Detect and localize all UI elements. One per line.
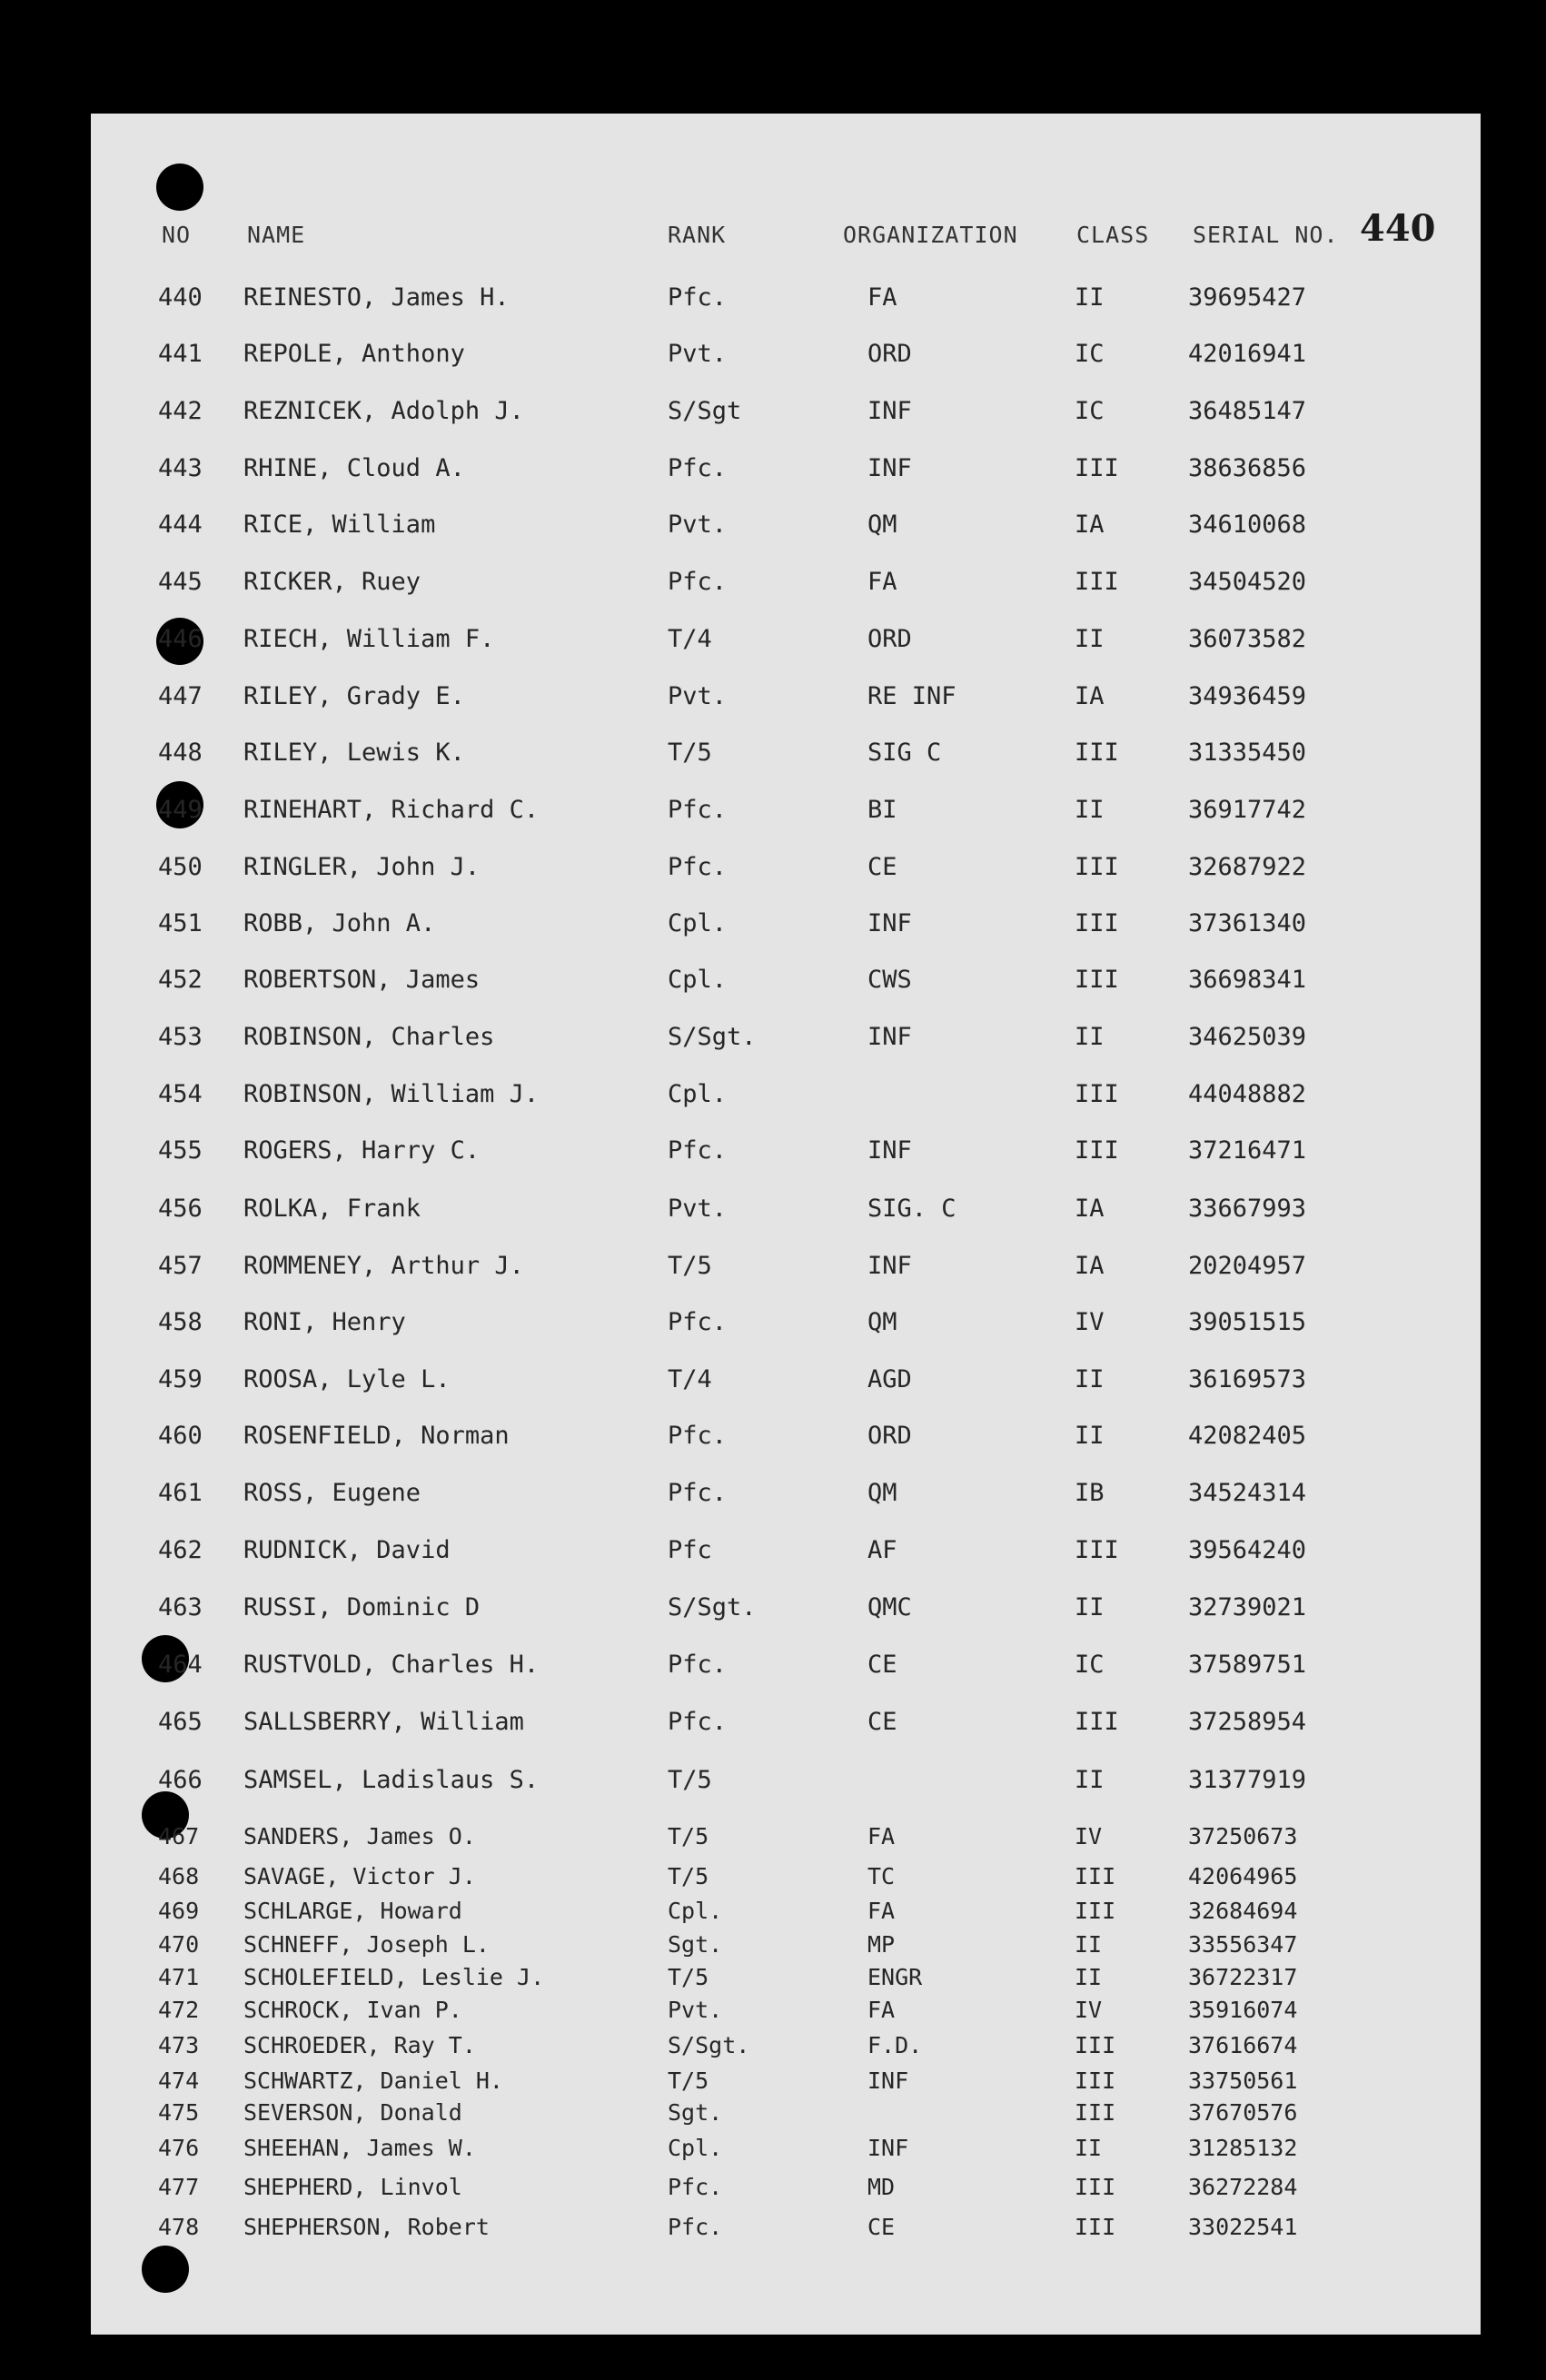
row-organization: RE INF — [867, 682, 956, 710]
row-class: III — [1075, 454, 1119, 482]
row-number: 455 — [158, 1136, 203, 1165]
row-organization: TC — [867, 1863, 896, 1889]
row-class: II — [1075, 1023, 1105, 1051]
row-name: SHEEHAN, James W. — [243, 2135, 476, 2161]
row-class: II — [1075, 1766, 1105, 1794]
row-name: SHEPHERD, Linvol — [243, 2174, 462, 2200]
row-serial-number: 37589751 — [1188, 1651, 1307, 1679]
row-serial-number: 34936459 — [1188, 682, 1307, 710]
row-number: 459 — [158, 1365, 203, 1393]
row-class: III — [1075, 568, 1119, 596]
row-name: ROSENFIELD, Norman — [243, 1422, 510, 1450]
table-row — [0, 2032, 1546, 2068]
row-class: II — [1075, 625, 1105, 653]
row-class: III — [1075, 853, 1119, 881]
row-serial-number: 34625039 — [1188, 1023, 1307, 1051]
row-class: IA — [1075, 682, 1105, 710]
row-serial-number: 38636856 — [1188, 454, 1307, 482]
table-row — [0, 853, 1546, 889]
row-number: 477 — [158, 2174, 200, 2200]
row-organization: F.D. — [867, 2032, 923, 2058]
table-row — [0, 1898, 1546, 1934]
row-organization: QM — [867, 511, 897, 539]
row-rank: Pfc. — [668, 1136, 728, 1165]
row-organization: INF — [867, 454, 912, 482]
row-name: RHINE, Cloud A. — [243, 454, 465, 482]
row-organization: FA — [867, 1898, 896, 1924]
row-name: ROLKA, Frank — [243, 1195, 421, 1223]
row-class: IA — [1075, 511, 1105, 539]
punch-hole — [142, 2246, 189, 2293]
table-row — [0, 1080, 1546, 1116]
row-serial-number: 36169573 — [1188, 1365, 1307, 1393]
row-class: II — [1075, 796, 1105, 824]
table-row — [0, 1863, 1546, 1899]
row-serial-number: 33556347 — [1188, 1931, 1298, 1958]
row-rank: Pvt. — [668, 340, 728, 368]
row-name: RUSTVOLD, Charles H. — [243, 1651, 540, 1679]
row-rank: T/5 — [668, 1252, 712, 1280]
row-rank: T/5 — [668, 1964, 709, 1990]
table-row — [0, 2135, 1546, 2171]
punch-hole — [156, 164, 203, 211]
row-serial-number: 37250673 — [1188, 1823, 1298, 1849]
row-number: 442 — [158, 397, 203, 425]
row-rank: Pfc. — [668, 1422, 728, 1450]
row-name: RONI, Henry — [243, 1308, 406, 1336]
table-row — [0, 1997, 1546, 2033]
row-rank: Pvt. — [668, 682, 728, 710]
row-class: IB — [1075, 1479, 1105, 1507]
row-name: SCHOLEFIELD, Leslie J. — [243, 1964, 545, 1990]
row-organization: AF — [867, 1536, 897, 1564]
row-name: REPOLE, Anthony — [243, 340, 465, 368]
row-name: ROBINSON, William J. — [243, 1080, 540, 1108]
row-serial-number: 34610068 — [1188, 511, 1307, 539]
row-rank: Cpl. — [668, 909, 728, 937]
row-name: RICKER, Ruey — [243, 568, 421, 596]
table-row — [0, 1195, 1546, 1231]
row-rank: Pfc. — [668, 2214, 723, 2240]
row-number: 453 — [158, 1023, 203, 1051]
row-organization: AGD — [867, 1365, 912, 1393]
table-row — [0, 1823, 1546, 1859]
row-number: 441 — [158, 340, 203, 368]
table-row — [0, 682, 1546, 719]
row-number: 456 — [158, 1195, 203, 1223]
row-class: II — [1075, 1964, 1103, 1990]
row-name: ROBB, John A. — [243, 909, 436, 937]
row-class: IA — [1075, 1252, 1105, 1280]
row-number: 443 — [158, 454, 203, 482]
row-rank: S/Sgt. — [668, 1593, 757, 1621]
row-serial-number: 31377919 — [1188, 1766, 1307, 1794]
header-organization: ORGANIZATION — [843, 222, 1018, 248]
row-number: 445 — [158, 568, 203, 596]
row-name: RUSSI, Dominic D — [243, 1593, 481, 1621]
row-rank: Pfc. — [668, 454, 728, 482]
row-rank: Sgt. — [668, 2099, 723, 2126]
row-class: IV — [1075, 1308, 1105, 1336]
row-class: IV — [1075, 1997, 1103, 2023]
row-rank: Pfc. — [668, 283, 728, 312]
row-rank: T/5 — [668, 1863, 709, 1889]
row-name: ROMMENEY, Arthur J. — [243, 1252, 524, 1280]
table-row — [0, 511, 1546, 547]
row-name: SCHWARTZ, Daniel H. — [243, 2068, 503, 2094]
row-serial-number: 39695427 — [1188, 283, 1307, 312]
row-serial-number: 39051515 — [1188, 1308, 1307, 1336]
row-serial-number: 42064965 — [1188, 1863, 1298, 1889]
row-organization: ORD — [867, 1422, 912, 1450]
row-organization: ORD — [867, 340, 912, 368]
row-name: SCHROCK, Ivan P. — [243, 1997, 462, 2023]
row-organization: QM — [867, 1308, 897, 1336]
table-row — [0, 1365, 1546, 1402]
row-name: SALLSBERRY, William — [243, 1708, 524, 1736]
row-rank: Pvt. — [668, 511, 728, 539]
row-serial-number: 32684694 — [1188, 1898, 1298, 1924]
row-name: SCHNEFF, Joseph L. — [243, 1931, 490, 1958]
row-rank: S/Sgt. — [668, 1023, 757, 1051]
row-serial-number: 42082405 — [1188, 1422, 1307, 1450]
row-name: SHEPHERSON, Robert — [243, 2214, 490, 2240]
row-serial-number: 37616674 — [1188, 2032, 1298, 2058]
row-name: RINEHART, Richard C. — [243, 796, 540, 824]
row-class: II — [1075, 1593, 1105, 1621]
row-rank: Pfc. — [668, 2174, 723, 2200]
row-rank: S/Sgt — [668, 397, 742, 425]
row-number: 447 — [158, 682, 203, 710]
table-row — [0, 2174, 1546, 2210]
row-rank: S/Sgt. — [668, 2032, 750, 2058]
row-class: IC — [1075, 1651, 1105, 1679]
row-number: 444 — [158, 511, 203, 539]
row-number: 471 — [158, 1964, 200, 1990]
row-name: SEVERSON, Donald — [243, 2099, 462, 2126]
table-row — [0, 2099, 1546, 2136]
row-rank: Pfc. — [668, 1479, 728, 1507]
row-class: II — [1075, 283, 1105, 312]
row-serial-number: 34504520 — [1188, 568, 1307, 596]
row-number: 466 — [158, 1766, 203, 1794]
table-row — [0, 1964, 1546, 2000]
row-organization: CE — [867, 853, 897, 881]
row-class: III — [1075, 2099, 1116, 2126]
row-class: II — [1075, 2135, 1103, 2161]
row-class: III — [1075, 1080, 1119, 1108]
row-class: III — [1075, 909, 1119, 937]
row-rank: Cpl. — [668, 966, 728, 994]
row-class: III — [1075, 1863, 1116, 1889]
row-rank: T/5 — [668, 2068, 709, 2094]
row-number: 468 — [158, 1863, 200, 1889]
row-class: III — [1075, 1708, 1119, 1736]
row-serial-number: 36485147 — [1188, 397, 1307, 425]
row-rank: Pfc. — [668, 796, 728, 824]
row-rank: Pfc. — [668, 568, 728, 596]
row-number: 457 — [158, 1252, 203, 1280]
row-class: III — [1075, 2068, 1116, 2094]
row-organization: INF — [867, 2068, 909, 2094]
table-row — [0, 283, 1546, 320]
row-organization: CE — [867, 1708, 897, 1736]
row-serial-number: 37361340 — [1188, 909, 1307, 937]
row-class: IA — [1075, 1195, 1105, 1223]
row-name: REZNICEK, Adolph J. — [243, 397, 524, 425]
table-row — [0, 966, 1546, 1002]
row-name: ROOSA, Lyle L. — [243, 1365, 451, 1393]
header-serial: SERIAL NO. — [1193, 222, 1339, 248]
row-number: 467 — [158, 1823, 200, 1849]
row-organization: FA — [867, 1997, 896, 2023]
row-name: RILEY, Grady E. — [243, 682, 465, 710]
row-name: RINGLER, John J. — [243, 853, 481, 881]
row-rank: T/5 — [668, 1823, 709, 1849]
row-organization: INF — [867, 2135, 909, 2161]
row-class: II — [1075, 1422, 1105, 1450]
row-rank: Cpl. — [668, 1898, 723, 1924]
row-class: IC — [1075, 397, 1105, 425]
row-organization: QMC — [867, 1593, 912, 1621]
row-class: II — [1075, 1365, 1105, 1393]
table-row — [0, 1136, 1546, 1173]
row-serial-number: 31335450 — [1188, 739, 1307, 767]
table-row — [0, 1252, 1546, 1288]
row-rank: Pfc — [668, 1536, 712, 1564]
row-serial-number: 33667993 — [1188, 1195, 1307, 1223]
row-name: ROBERTSON, James — [243, 966, 481, 994]
table-row — [0, 1308, 1546, 1344]
table-row — [0, 1479, 1546, 1515]
row-class: IV — [1075, 1823, 1103, 1849]
row-number: 475 — [158, 2099, 200, 2126]
row-rank: Pfc. — [668, 853, 728, 881]
row-serial-number: 33022541 — [1188, 2214, 1298, 2240]
row-number: 474 — [158, 2068, 200, 2094]
row-serial-number: 32739021 — [1188, 1593, 1307, 1621]
row-class: III — [1075, 1898, 1116, 1924]
row-organization: INF — [867, 397, 912, 425]
row-organization: MD — [867, 2174, 896, 2200]
row-serial-number: 33750561 — [1188, 2068, 1298, 2094]
row-name: SAVAGE, Victor J. — [243, 1863, 476, 1889]
row-rank: Cpl. — [668, 1080, 728, 1108]
row-number: 461 — [158, 1479, 203, 1507]
row-number: 446 — [158, 625, 203, 653]
row-name: ROBINSON, Charles — [243, 1023, 495, 1051]
row-class: III — [1075, 739, 1119, 767]
row-serial-number: 36698341 — [1188, 966, 1307, 994]
table-row — [0, 2068, 1546, 2104]
table-row — [0, 909, 1546, 946]
row-organization: BI — [867, 796, 897, 824]
row-rank: Pvt. — [668, 1997, 723, 2023]
row-number: 451 — [158, 909, 203, 937]
row-name: SANDERS, James O. — [243, 1823, 476, 1849]
row-class: IC — [1075, 340, 1105, 368]
row-number: 448 — [158, 739, 203, 767]
row-class: III — [1075, 1536, 1119, 1564]
row-rank: T/4 — [668, 625, 712, 653]
row-number: 462 — [158, 1536, 203, 1564]
row-number: 465 — [158, 1708, 203, 1736]
row-number: 449 — [158, 796, 203, 824]
row-organization: CE — [867, 1651, 897, 1679]
row-organization: FA — [867, 1823, 896, 1849]
row-organization: SIG C — [867, 739, 942, 767]
row-name: RIECH, William F. — [243, 625, 495, 653]
row-number: 452 — [158, 966, 203, 994]
table-row — [0, 1023, 1546, 1059]
table-row — [0, 2214, 1546, 2250]
row-class: II — [1075, 1931, 1103, 1958]
row-serial-number: 36917742 — [1188, 796, 1307, 824]
row-serial-number: 44048882 — [1188, 1080, 1307, 1108]
header-no: NO — [162, 222, 192, 248]
row-name: RICE, William — [243, 511, 436, 539]
row-number: 473 — [158, 2032, 200, 2058]
row-name: SCHLARGE, Howard — [243, 1898, 462, 1924]
row-name: REINESTO, James H. — [243, 283, 510, 312]
row-organization: INF — [867, 1136, 912, 1165]
table-row — [0, 796, 1546, 832]
row-organization: FA — [867, 568, 897, 596]
row-organization: CE — [867, 2214, 896, 2240]
row-organization: SIG. C — [867, 1195, 956, 1223]
row-organization: FA — [867, 283, 897, 312]
row-name: SAMSEL, Ladislaus S. — [243, 1766, 540, 1794]
row-number: 440 — [158, 283, 203, 312]
header-class: CLASS — [1076, 222, 1150, 248]
table-row — [0, 454, 1546, 491]
row-number: 472 — [158, 1997, 200, 2023]
row-organization: CWS — [867, 966, 912, 994]
row-serial-number: 39564240 — [1188, 1536, 1307, 1564]
row-serial-number: 36272284 — [1188, 2174, 1298, 2200]
table-row — [0, 1593, 1546, 1630]
table-row — [0, 1931, 1546, 1968]
row-number: 478 — [158, 2214, 200, 2240]
row-number: 458 — [158, 1308, 203, 1336]
row-class: III — [1075, 2032, 1116, 2058]
row-organization: INF — [867, 909, 912, 937]
row-serial-number: 31285132 — [1188, 2135, 1298, 2161]
row-serial-number: 20204957 — [1188, 1252, 1307, 1280]
row-serial-number: 36073582 — [1188, 625, 1307, 653]
page-number: 440 — [1360, 207, 1436, 250]
table-row — [0, 625, 1546, 661]
row-name: ROGERS, Harry C. — [243, 1136, 481, 1165]
table-row — [0, 739, 1546, 775]
row-number: 450 — [158, 853, 203, 881]
row-serial-number: 37258954 — [1188, 1708, 1307, 1736]
row-rank: Pfc. — [668, 1708, 728, 1736]
row-organization: ORD — [867, 625, 912, 653]
row-number: 470 — [158, 1931, 200, 1958]
row-number: 460 — [158, 1422, 203, 1450]
row-name: SCHROEDER, Ray T. — [243, 2032, 476, 2058]
row-name: RUDNICK, David — [243, 1536, 451, 1564]
row-class: III — [1075, 966, 1119, 994]
row-rank: Pvt. — [668, 1195, 728, 1223]
header-rank: RANK — [668, 222, 727, 248]
row-rank: Pfc. — [668, 1308, 728, 1336]
row-number: 476 — [158, 2135, 200, 2161]
row-class: III — [1075, 1136, 1119, 1165]
table-row — [0, 568, 1546, 604]
row-rank: Pfc. — [668, 1651, 728, 1679]
row-number: 464 — [158, 1651, 203, 1679]
row-organization: ENGR — [867, 1964, 923, 1990]
row-organization: INF — [867, 1252, 912, 1280]
row-serial-number: 42016941 — [1188, 340, 1307, 368]
row-serial-number: 34524314 — [1188, 1479, 1307, 1507]
row-serial-number: 37216471 — [1188, 1136, 1307, 1165]
header-name: NAME — [247, 222, 306, 248]
row-serial-number: 36722317 — [1188, 1964, 1298, 1990]
row-rank: T/4 — [668, 1365, 712, 1393]
row-class: III — [1075, 2214, 1116, 2240]
table-row — [0, 1536, 1546, 1572]
row-organization: INF — [867, 1023, 912, 1051]
row-rank: Cpl. — [668, 2135, 723, 2161]
row-number: 469 — [158, 1898, 200, 1924]
table-row — [0, 1766, 1546, 1802]
row-organization: QM — [867, 1479, 897, 1507]
table-row — [0, 1422, 1546, 1458]
table-row — [0, 1651, 1546, 1687]
row-serial-number: 32687922 — [1188, 853, 1307, 881]
row-name: ROSS, Eugene — [243, 1479, 421, 1507]
row-name: RILEY, Lewis K. — [243, 739, 465, 767]
table-row — [0, 340, 1546, 376]
row-number: 454 — [158, 1080, 203, 1108]
row-serial-number: 35916074 — [1188, 1997, 1298, 2023]
row-serial-number: 37670576 — [1188, 2099, 1298, 2126]
row-number: 463 — [158, 1593, 203, 1621]
table-row — [0, 397, 1546, 433]
row-organization: MP — [867, 1931, 896, 1958]
row-rank: T/5 — [668, 739, 712, 767]
table-row — [0, 1708, 1546, 1744]
row-rank: Sgt. — [668, 1931, 723, 1958]
row-class: III — [1075, 2174, 1116, 2200]
row-rank: T/5 — [668, 1766, 712, 1794]
